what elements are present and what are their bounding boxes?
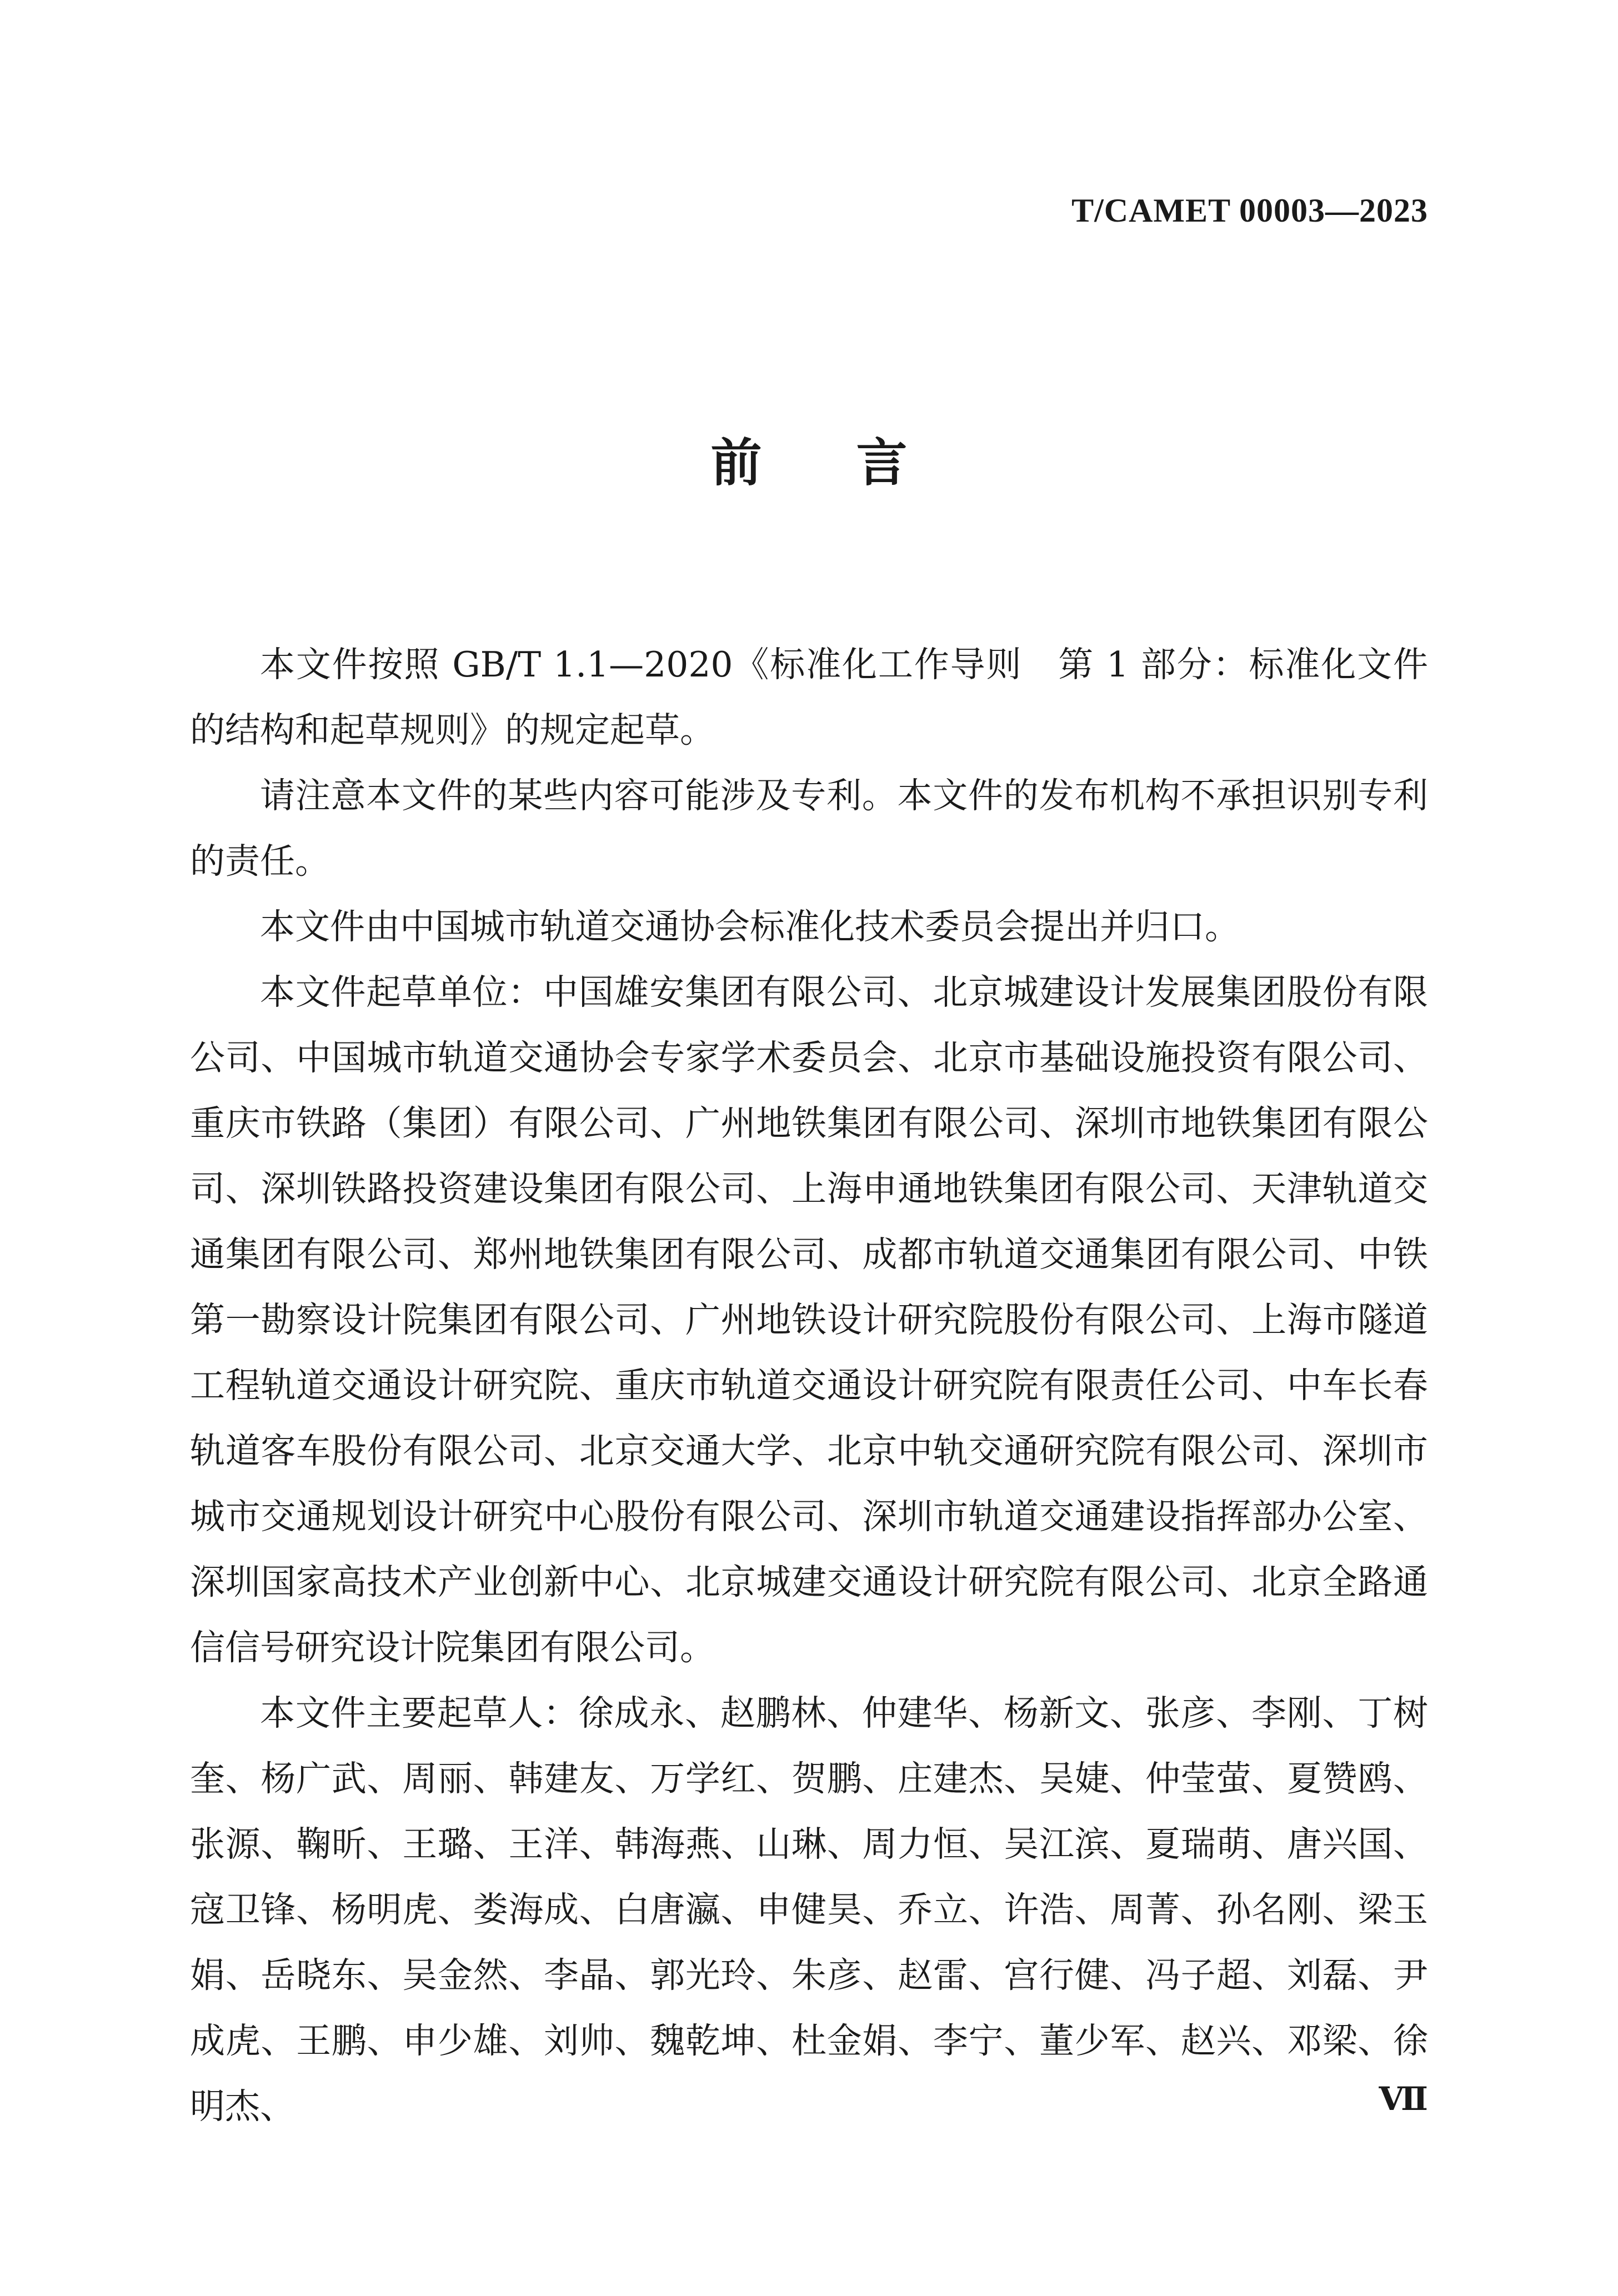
section-title: 前言 xyxy=(710,433,1002,493)
paragraph-proposer: 本文件由中国城市轨道交通协会标准化技术委员会提出并归口。 xyxy=(260,906,1240,947)
paragraph-drafting-units: 本文件起草单位：中国雄安集团有限公司、北京城建设计发展集团股份有限公司、中国城市轨道交通协会专家学术委员会、北京市基础设施投资有限公司、重庆市铁路（集团）有限公司、广州地铁集团有限公司、深圳市地铁集团有限公司、深圳铁路投资建设集团有限公司、上海申通地铁集团有限公司、天津轨道交通集团有限公司、郑州地铁集团有限公司、成都市轨道交通集团有限公司、中铁第一勘察设计院集团有限公司、广州地铁设计研究院股份有限公司、上海市隧道工程轨道交通设计研究院、重庆市轨道交通设计研究院有限责任公司、中车长春轨道客车股份有限公司、北京交通大学、北京中轨交通研究院有限公司、深圳市城市交通规划设计研究中心股份有限公司、深圳市轨道交通建设指挥部办公室、深圳国家高技术产业创新中心、北京城建交通设计研究院有限公司、北京全路通信信号研究设计院集团有限公司。 xyxy=(190,972,1428,1668)
page-number: Ⅶ xyxy=(1379,2081,1428,2117)
paragraph-drafting-rules: 本文件按照 GB/T 1.1—2020《标准化工作导则 第 1 部分：标准化文件的结构和起草规则》的规定起草。 xyxy=(190,644,1428,750)
document-code: T/CAMET 00003—2023 xyxy=(1071,192,1428,229)
foreword-body xyxy=(190,632,1428,2139)
paragraph-main-drafters: 本文件主要起草人：徐成永、赵鹏林、仲建华、杨新文、张彦、李刚、丁树奎、杨广武、周丽、韩建友、万学红、贺鹏、庄建杰、吴婕、仲莹萤、夏赞鸥、张源、鞠昕、王璐、王洋、韩海燕、山琳、周力恒、吴江滨、夏瑞萌、唐兴国、寇卫锋、杨明虎、娄海成、白唐瀛、申健昊、乔立、许浩、周菁、孙名刚、梁玉娟、岳晓东、吴金然、李晶、郭光玲、朱彦、赵雷、宫行健、冯子超、刘磊、尹成虎、王鹏、申少雄、刘帅、魏乾坤、杜金娟、李宁、董少军、赵兴、邓梁、徐明杰、 xyxy=(190,1693,1428,2127)
paragraph-patent-notice: 请注意本文件的某些内容可能涉及专利。本文件的发布机构不承担识别专利的责任。 xyxy=(190,775,1428,881)
